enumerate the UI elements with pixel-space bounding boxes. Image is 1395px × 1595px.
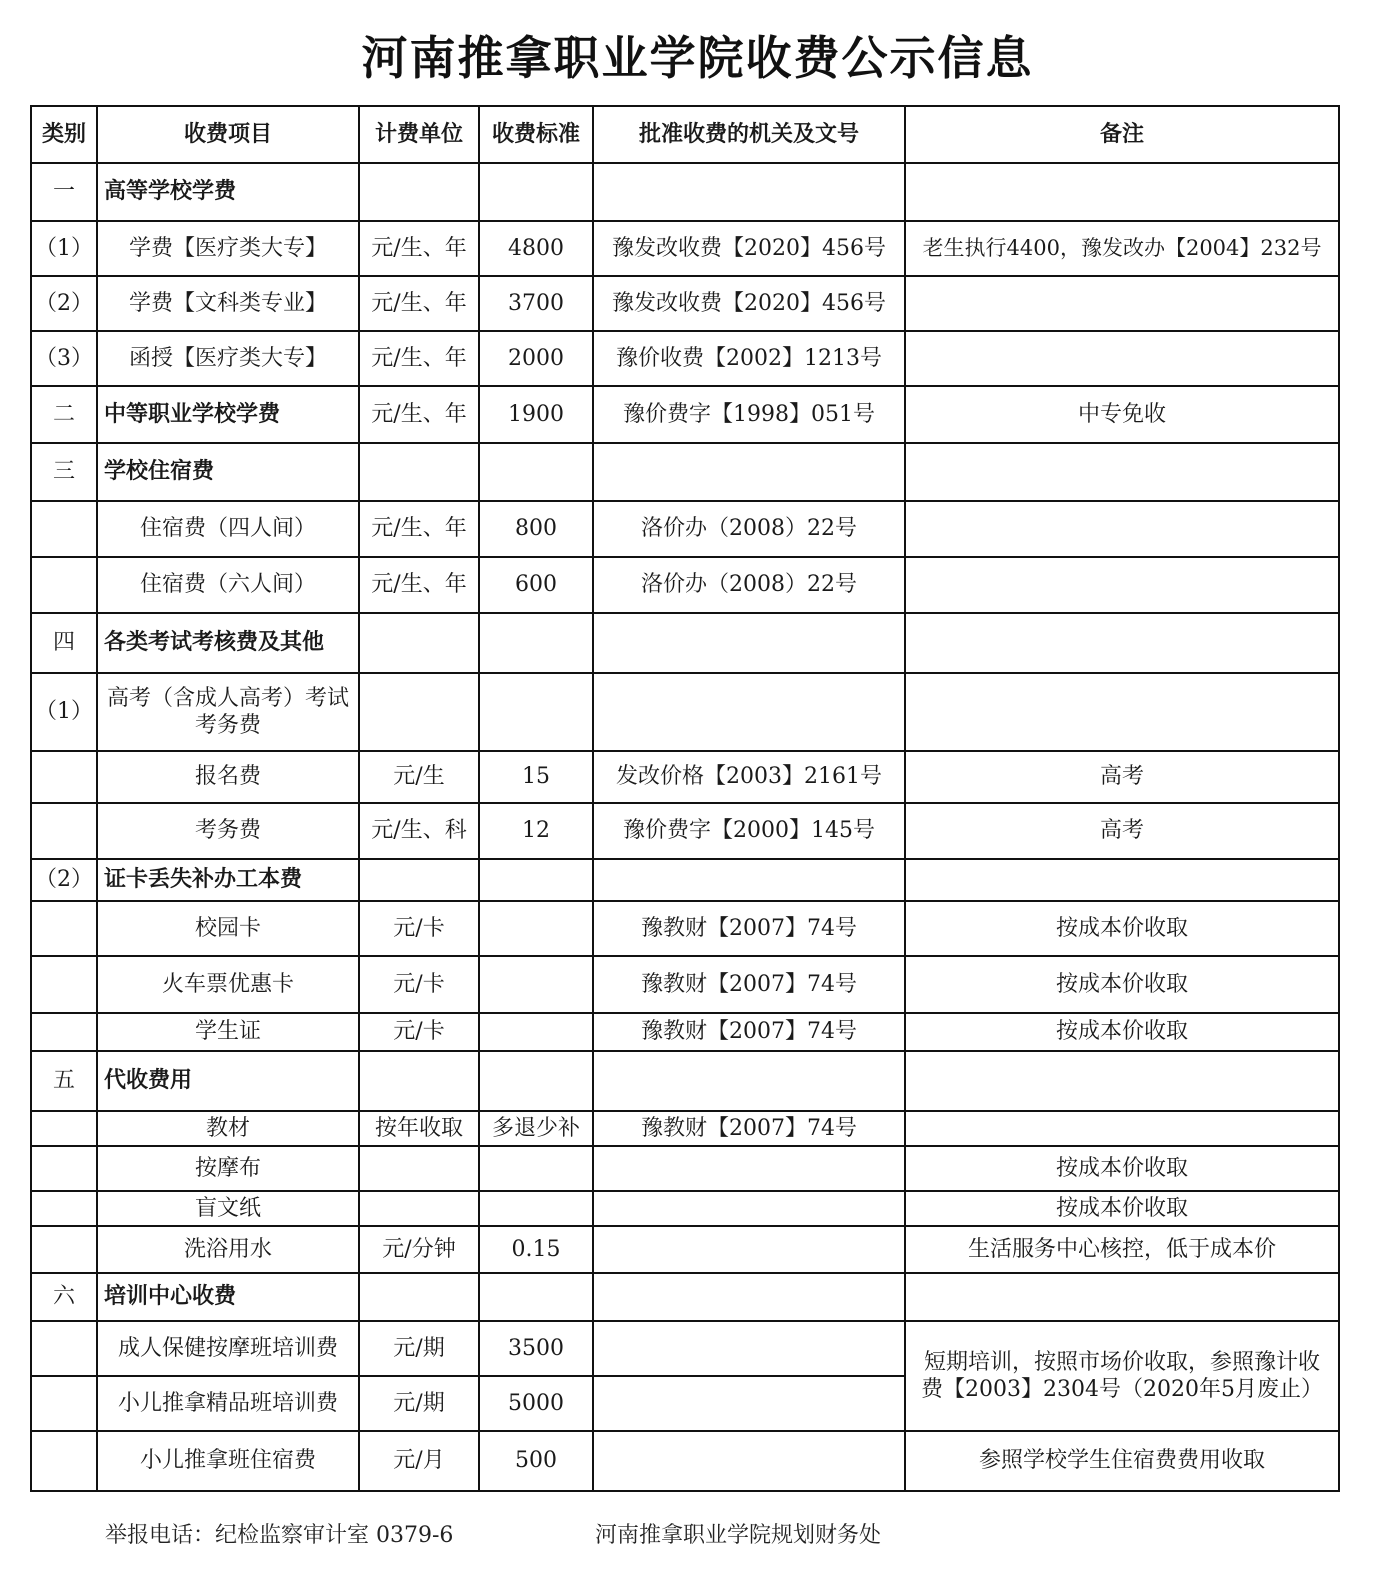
cell-item: 住宿费（四人间） bbox=[97, 501, 359, 557]
cell-item: 按摩布 bbox=[97, 1146, 359, 1191]
cell-note bbox=[905, 1273, 1339, 1321]
cell-category bbox=[31, 956, 97, 1013]
cell-unit: 元/生、年 bbox=[359, 221, 479, 276]
cell-note bbox=[905, 163, 1339, 221]
cell-category: （2） bbox=[31, 859, 97, 901]
cell-note: 按成本价收取 bbox=[905, 1191, 1339, 1226]
cell-approval-doc: 发改价格【2003】2161号 bbox=[593, 751, 905, 803]
cell-standard: 12 bbox=[479, 803, 593, 859]
cell-approval-doc: 豫发改收费【2020】456号 bbox=[593, 221, 905, 276]
cell-standard: 800 bbox=[479, 501, 593, 557]
cell-note bbox=[905, 613, 1339, 673]
table-row bbox=[31, 1431, 1339, 1491]
cell-note bbox=[905, 859, 1339, 901]
footer-department: 河南推拿职业学院规划财务处 bbox=[595, 1523, 882, 1548]
cell-unit: 元/生、科 bbox=[359, 803, 479, 859]
footer-report-phone: 举报电话：纪检监察审计室 0379-6 bbox=[105, 1523, 454, 1548]
table-row bbox=[31, 386, 1339, 443]
page-title: 河南推拿职业学院收费公示信息 bbox=[361, 31, 1034, 85]
cell-category: 四 bbox=[31, 613, 97, 673]
cell-note: 生活服务中心核控，低于成本价 bbox=[905, 1226, 1339, 1273]
cell-category bbox=[31, 803, 97, 859]
cell-unit: 元/卡 bbox=[359, 956, 479, 1013]
table-row bbox=[31, 557, 1339, 613]
cell-item: 学费【医疗类大专】 bbox=[97, 221, 359, 276]
table-header-row bbox=[31, 106, 1339, 163]
cell-note bbox=[905, 276, 1339, 331]
cell-approval-doc: 豫发改收费【2020】456号 bbox=[593, 276, 905, 331]
cell-unit bbox=[359, 443, 479, 501]
cell-note bbox=[905, 331, 1339, 386]
cell-approval-doc bbox=[593, 163, 905, 221]
table-row bbox=[31, 1191, 1339, 1226]
cell-standard bbox=[479, 956, 593, 1013]
cell-unit bbox=[359, 673, 479, 751]
table-row bbox=[31, 803, 1339, 859]
cell-item: 住宿费（六人间） bbox=[97, 557, 359, 613]
cell-item: 报名费 bbox=[97, 751, 359, 803]
cell-category: 六 bbox=[31, 1273, 97, 1321]
cell-category: （1） bbox=[31, 673, 97, 751]
table-row bbox=[31, 221, 1339, 276]
header-standard: 收费标准 bbox=[479, 106, 593, 163]
cell-standard: 15 bbox=[479, 751, 593, 803]
cell-unit: 元/卡 bbox=[359, 1013, 479, 1051]
cell-standard: 1900 bbox=[479, 386, 593, 443]
cell-approval-doc bbox=[593, 1226, 905, 1273]
cell-unit: 元/生、年 bbox=[359, 276, 479, 331]
cell-unit bbox=[359, 613, 479, 673]
cell-category: 二 bbox=[31, 386, 97, 443]
cell-note: 按成本价收取 bbox=[905, 956, 1339, 1013]
header-item: 收费项目 bbox=[97, 106, 359, 163]
table-row bbox=[31, 1013, 1339, 1051]
cell-standard bbox=[479, 1013, 593, 1051]
cell-unit: 元/月 bbox=[359, 1431, 479, 1491]
table-row bbox=[31, 1273, 1339, 1321]
cell-category bbox=[31, 1111, 97, 1146]
cell-unit: 元/期 bbox=[359, 1321, 479, 1376]
cell-unit: 元/卡 bbox=[359, 901, 479, 956]
cell-approval-doc bbox=[593, 1376, 905, 1431]
cell-unit bbox=[359, 859, 479, 901]
cell-standard: 0.15 bbox=[479, 1226, 593, 1273]
cell-category bbox=[31, 901, 97, 956]
cell-category bbox=[31, 1226, 97, 1273]
table-row bbox=[31, 1321, 1339, 1376]
cell-note bbox=[905, 557, 1339, 613]
table-row bbox=[31, 956, 1339, 1013]
cell-item: 校园卡 bbox=[97, 901, 359, 956]
cell-unit: 元/生、年 bbox=[359, 386, 479, 443]
cell-approval-doc bbox=[593, 1431, 905, 1491]
cell-standard: 3500 bbox=[479, 1321, 593, 1376]
cell-item: 学费【文科类专业】 bbox=[97, 276, 359, 331]
cell-category: （3） bbox=[31, 331, 97, 386]
cell-category bbox=[31, 1321, 97, 1376]
cell-category: 一 bbox=[31, 163, 97, 221]
cell-note bbox=[905, 673, 1339, 751]
fee-table bbox=[30, 105, 1340, 1492]
cell-approval-doc bbox=[593, 859, 905, 901]
cell-approval-doc: 豫价收费【2002】1213号 bbox=[593, 331, 905, 386]
cell-standard: 5000 bbox=[479, 1376, 593, 1431]
cell-category: 三 bbox=[31, 443, 97, 501]
cell-item: 教材 bbox=[97, 1111, 359, 1146]
cell-standard: 4800 bbox=[479, 221, 593, 276]
table-row bbox=[31, 751, 1339, 803]
cell-item: 培训中心收费 bbox=[97, 1273, 359, 1321]
table-row bbox=[31, 1226, 1339, 1273]
cell-approval-doc: 豫教财【2007】74号 bbox=[593, 956, 905, 1013]
cell-category: （1） bbox=[31, 221, 97, 276]
cell-item: 学校住宿费 bbox=[97, 443, 359, 501]
cell-standard bbox=[479, 673, 593, 751]
cell-item: 中等职业学校学费 bbox=[97, 386, 359, 443]
cell-category bbox=[31, 1431, 97, 1491]
table-row bbox=[31, 1146, 1339, 1191]
cell-item: 高考（含成人高考）考试考务费 bbox=[97, 673, 359, 751]
cell-note: 中专免收 bbox=[905, 386, 1339, 443]
cell-item: 高等学校学费 bbox=[97, 163, 359, 221]
cell-note: 按成本价收取 bbox=[905, 901, 1339, 956]
cell-approval-doc bbox=[593, 1051, 905, 1111]
cell-standard: 2000 bbox=[479, 331, 593, 386]
cell-item: 小儿推拿精品班培训费 bbox=[97, 1376, 359, 1431]
cell-standard bbox=[479, 1051, 593, 1111]
cell-category bbox=[31, 1191, 97, 1226]
cell-item: 函授【医疗类大专】 bbox=[97, 331, 359, 386]
table-row bbox=[31, 613, 1339, 673]
cell-approval-doc: 洛价办（2008）22号 bbox=[593, 501, 905, 557]
cell-item: 证卡丢失补办工本费 bbox=[97, 859, 359, 901]
cell-note: 按成本价收取 bbox=[905, 1146, 1339, 1191]
cell-unit bbox=[359, 1051, 479, 1111]
cell-approval-doc bbox=[593, 443, 905, 501]
cell-note bbox=[905, 443, 1339, 501]
cell-standard bbox=[479, 613, 593, 673]
cell-unit bbox=[359, 163, 479, 221]
cell-approval-doc: 洛价办（2008）22号 bbox=[593, 557, 905, 613]
table-row bbox=[31, 1051, 1339, 1111]
cell-item: 盲文纸 bbox=[97, 1191, 359, 1226]
cell-standard: 500 bbox=[479, 1431, 593, 1491]
cell-note: 参照学校学生住宿费费用收取 bbox=[905, 1431, 1339, 1491]
cell-category bbox=[31, 1376, 97, 1431]
cell-item: 火车票优惠卡 bbox=[97, 956, 359, 1013]
cell-standard bbox=[479, 163, 593, 221]
cell-approval-doc bbox=[593, 1321, 905, 1376]
cell-unit: 元/生、年 bbox=[359, 501, 479, 557]
table-row bbox=[31, 673, 1339, 751]
cell-approval-doc: 豫价费字【2000】145号 bbox=[593, 803, 905, 859]
cell-category bbox=[31, 557, 97, 613]
cell-item: 小儿推拿班住宿费 bbox=[97, 1431, 359, 1491]
cell-note: 按成本价收取 bbox=[905, 1013, 1339, 1051]
cell-unit: 按年收取 bbox=[359, 1111, 479, 1146]
cell-approval-doc: 豫教财【2007】74号 bbox=[593, 901, 905, 956]
cell-standard bbox=[479, 1146, 593, 1191]
table-row bbox=[31, 859, 1339, 901]
cell-note: 高考 bbox=[905, 751, 1339, 803]
cell-category bbox=[31, 1013, 97, 1051]
cell-approval-doc: 豫教财【2007】74号 bbox=[593, 1013, 905, 1051]
cell-unit: 元/期 bbox=[359, 1376, 479, 1431]
cell-standard: 多退少补 bbox=[479, 1111, 593, 1146]
table-row bbox=[31, 331, 1339, 386]
header-category: 类别 bbox=[31, 106, 97, 163]
cell-standard bbox=[479, 1273, 593, 1321]
cell-category bbox=[31, 501, 97, 557]
cell-item: 洗浴用水 bbox=[97, 1226, 359, 1273]
table-row bbox=[31, 163, 1339, 221]
cell-standard bbox=[479, 1191, 593, 1226]
header-unit: 计费单位 bbox=[359, 106, 479, 163]
cell-note bbox=[905, 501, 1339, 557]
cell-note: 老生执行4400，豫发改办【2004】232号 bbox=[905, 221, 1339, 276]
cell-unit: 元/生、年 bbox=[359, 331, 479, 386]
cell-item: 成人保健按摩班培训费 bbox=[97, 1321, 359, 1376]
cell-standard: 3700 bbox=[479, 276, 593, 331]
cell-category: （2） bbox=[31, 276, 97, 331]
cell-note: 短期培训，按照市场价收取，参照豫计收费【2003】2304号（2020年5月废止） bbox=[905, 1321, 1339, 1431]
cell-standard bbox=[479, 901, 593, 956]
table-row bbox=[31, 1111, 1339, 1146]
cell-approval-doc bbox=[593, 1273, 905, 1321]
cell-item: 考务费 bbox=[97, 803, 359, 859]
table-row bbox=[31, 276, 1339, 331]
cell-standard bbox=[479, 443, 593, 501]
cell-item: 学生证 bbox=[97, 1013, 359, 1051]
table-row bbox=[31, 443, 1339, 501]
cell-category bbox=[31, 1146, 97, 1191]
cell-item: 各类考试考核费及其他 bbox=[97, 613, 359, 673]
header-approval-doc: 批准收费的机关及文号 bbox=[593, 106, 905, 163]
cell-approval-doc bbox=[593, 1191, 905, 1226]
table-row bbox=[31, 901, 1339, 956]
cell-note bbox=[905, 1051, 1339, 1111]
table-row bbox=[31, 501, 1339, 557]
cell-unit bbox=[359, 1273, 479, 1321]
cell-approval-doc bbox=[593, 673, 905, 751]
cell-approval-doc bbox=[593, 613, 905, 673]
cell-standard bbox=[479, 859, 593, 901]
cell-unit bbox=[359, 1191, 479, 1226]
cell-approval-doc: 豫教财【2007】74号 bbox=[593, 1111, 905, 1146]
cell-note: 高考 bbox=[905, 803, 1339, 859]
cell-unit: 元/分钟 bbox=[359, 1226, 479, 1273]
cell-unit: 元/生、年 bbox=[359, 557, 479, 613]
cell-unit: 元/生 bbox=[359, 751, 479, 803]
cell-item: 代收费用 bbox=[97, 1051, 359, 1111]
header-note: 备注 bbox=[905, 106, 1339, 163]
cell-category bbox=[31, 751, 97, 803]
cell-standard: 600 bbox=[479, 557, 593, 613]
cell-unit bbox=[359, 1146, 479, 1191]
cell-approval-doc bbox=[593, 1146, 905, 1191]
cell-approval-doc: 豫价费字【1998】051号 bbox=[593, 386, 905, 443]
cell-category: 五 bbox=[31, 1051, 97, 1111]
cell-note bbox=[905, 1111, 1339, 1146]
